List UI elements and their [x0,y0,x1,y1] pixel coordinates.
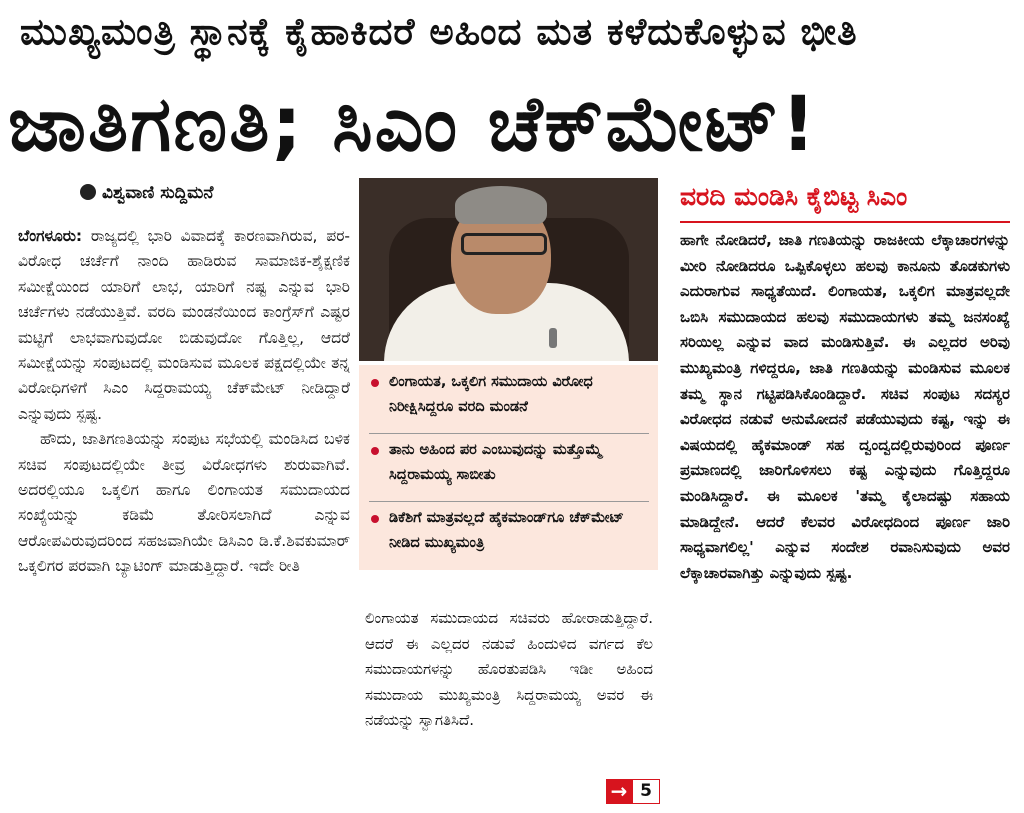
kicker-headline: ಮುಖ್ಯಮಂತ್ರಿ ಸ್ಥಾನಕ್ಕೆ ಕೈಹಾಕಿದರೆ ಅಹಿಂದ ಮತ ಕಳೆದುಕೊಳ್ಳುವ ಭೀತಿ [20,10,858,53]
paragraph-2: ಹೌದು, ಜಾತಿಗಣತಿಯನ್ನು ಸಂಪುಟ ಸಭೆಯಲ್ಲಿ ಮಂಡಿಸಿದ ಬಳಿಕ ಸಚಿವ ಸಂಪುಟದಲ್ಲಿಯೇ ತೀವ್ರ ವಿರೋಧಗಳು ಶುರುವಾಗಿವೆ. ಅದರಲ್ಲಿಯೂ ಒಕ್ಕಲಿಗ ಹಾಗೂ ಲಿಂಗಾಯತ ಸಮುದಾಯದ ಸಂಖ್ಯೆಯನ್ನು ಕಡಿಮೆ ತೋರಿಸಲಾಗಿದೆ ಎನ್ನುವ ಆರೋಪವಿರುವುದರಿಂದ ಸಹಜವಾಗಿಯೇ ಡಿಸಿಎಂ ಡಿ.ಕೆ.ಶಿವಕುಮಾರ್ ಒಕ್ಕಲಿಗರ ಪರವಾಗಿ ಬ್ಯಾಟಿಂಗ್ ಮಾಡುತ್ತಿದ್ದಾರೆ. ಇದೇ ರೀತಿ [18,430,350,576]
continued-page-ref [606,779,660,804]
main-headline: ಜಾತಿಗಣತಿ; ಸಿಎಂ ಚೆಕ್‌ಮೇಟ್! [8,79,818,168]
arrow-right-icon: → [606,779,632,804]
article-photo [359,178,658,361]
sidebar-heading: ವರದಿ ಮಂಡಿಸಿ ಕೈಬಿಟ್ಟ ಸಿಎಂ [680,182,908,211]
bullet-dot-icon [371,515,379,523]
paragraph-1 [18,224,350,427]
highlight-item: ತಾನು ಅಹಿಂದ ಪರ ಎಂಬುವುದನ್ನು ಮತ್ತೊಮ್ಮೆ ಸಿದ್ದರಾಮಯ್ಯ ಸಾಬೀತು [367,438,652,498]
bullet-dot-icon [371,447,379,455]
highlight-item: ಡಿಕೆಶಿಗೆ ಮಾತ್ರವಲ್ಲದೆ ಹೈಕಮಾಂಡ್‌ಗೂ ಚೆಕ್‌ಮೇಟ್ ನೀಡಿದ ಮುಖ್ಯಮಂತ್ರಿ [367,506,652,566]
byline [80,183,350,207]
bullet-dot-icon [371,379,379,387]
highlight-item: ಲಿಂಗಾಯತ, ಒಕ್ಕಲಿಗ ಸಮುದಾಯ ವಿರೋಧ ನಿರೀಕ್ಷಿಸಿದ್ದರೂ ವರದಿ ಮಂಡನೆ [367,370,652,430]
dateline: ಬೆಂಗಳೂರು: [18,227,83,245]
divider [369,501,649,502]
divider [369,433,649,434]
article-column-1 [18,224,350,799]
highlights-box [359,365,658,570]
byline-text: ವಿಶ್ವವಾಣಿ ಸುದ್ದಿಮನೆ [102,183,214,203]
article-column-2: ಲಿಂಗಾಯತ ಸಮುದಾಯದ ಸಚಿವರು ಹೋರಾಡುತ್ತಿದ್ದಾರೆ. ಆದರೆ ಈ ಎಲ್ಲದರ ನಡುವೆ ಹಿಂದುಳಿದ ವರ್ಗದ ಕೆಲ ಸಮುದಾಯಗಳನ್ನು ಹೊರತುಪಡಿಸಿ ಇಡೀ ಅಹಿಂದ ಸಮುದಾಯ ಮುಖ್ಯಮಂತ್ರಿ ಸಿದ್ದರಾಮಯ್ಯ ಅವರ ಈ ನಡೆಯನ್ನು ಸ್ವಾಗತಿಸಿದೆ. [365,609,653,729]
page-number: 5 [632,779,660,804]
sidebar-rule [680,221,1010,223]
paragraph-1-text: ರಾಜ್ಯದಲ್ಲಿ ಭಾರಿ ವಿವಾದಕ್ಕೆ ಕಾರಣವಾಗಿರುವ, ಪರ-ವಿರೋಧ ಚರ್ಚೆಗೆ ನಾಂದಿ ಹಾಡಿರುವ ಸಾಮಾಜಿಕ-ಶೈಕ್ಷಣಿಕ ಸಮೀಕ್ಷೆಯಿಂದ ಯಾರಿಗೆ ಲಾಭ, ಯಾರಿಗೆ ನಷ್ಟ ಎನ್ನುವ ಭಾರಿ ಚರ್ಚೆಗಳು ನಡೆಯುತ್ತಿವೆ. ವರದಿ ಮಂಡನೆಯಿಂದ ಕಾಂಗ್ರೆಸ್‌ಗೆ ಎಷ್ಟರ ಮಟ್ಟಿಗೆ ಲಾಭವಾಗುವುದೋ ಬಿಡುವುದೋ ಗೊತ್ತಿಲ್ಲ, ಆದರೆ ಸಮೀಕ್ಷೆಯನ್ನು ಸಂಪುಟದಲ್ಲಿ ಮಂಡಿಸುವ ಮೂಲಕ ಪಕ್ಷದಲ್ಲಿಯೇ ತನ್ನ ವಿರೋಧಿಗಳಿಗೆ ಸಿಎಂ ಸಿದ್ದರಾಮಯ್ಯ ಚೆಕ್‌ಮೇಟ್ ನೀಡಿದ್ದಾರೆ ಎನ್ನುವುದು ಸ್ಪಷ್ಟ. [18,227,350,423]
sidebar-body: ಹಾಗೇ ನೋಡಿದರೆ, ಜಾತಿ ಗಣತಿಯನ್ನು ರಾಜಕೀಯ ಲೆಕ್ಕಾಚಾರಗಳನ್ನು ಮೀರಿ ನೋಡಿದರೂ ಒಪ್ಪಿಕೊಳ್ಳಲು ಹಲವು ಕಾನೂನು ತೊಡಕುಗಳು ಎದುರಾಗುವ ಸಾಧ್ಯತೆಯಿದೆ. ಲಿಂಗಾಯತ, ಒಕ್ಕಲಿಗ ಮಾತ್ರವಲ್ಲದೇ ಒಬಿಸಿ ಸಮುದಾಯದ ಹಲವು ಸಮುದಾಯಗಳು ತಮ್ಮ ಜನಸಂಖ್ಯೆ ಸರಿಯಿಲ್ಲ ಎನ್ನುವ ವಾದ ಮಂಡಿಸುತ್ತಿವೆ. ಈ ಎಲ್ಲದರ ಅರಿವು ಮುಖ್ಯಮಂತ್ರಿ ಗಳಿದ್ದರೂ, ಜಾತಿ ಗಣತಿಯನ್ನು ಮಂಡಿಸುವ ಮೂಲಕ ತಮ್ಮ ಸ್ಥಾನ ಗಟ್ಟಿಪಡಿಸಿಕೊಂಡಿದ್ದಾರೆ. ಸಚಿವ ಸಂಪುಟ ಸದಸ್ಯರ ವಿರೋಧದ ನಡುವೆ ಅನುಮೋದನೆ ಪಡೆಯುವುದು ಕಷ್ಟ, ಇನ್ನು ಈ ವಿಷಯದಲ್ಲಿ ಹೈಕಮಾಂಡ್ ಸಹ ದ್ವಂದ್ವದಲ್ಲಿರುವುರಿಂದ ಪೂರ್ಣ ಪ್ರಮಾಣದಲ್ಲಿ ಜಾರಿಗೊಳಿಸಲು ಕಷ್ಟ ಎನ್ನುವುದು ಗೊತ್ತಿದ್ದರೂ ಮಂಡಿಸಿದ್ದಾರೆ. ಈ ಮೂಲಕ 'ತಮ್ಮ ಕೈಲಾದಷ್ಟು ಸಹಾಯ ಮಾಡಿದ್ದೇನೆ. ಆದರೆ ಕೆಲವರ ವಿರೋಧದಿಂದ ಪೂರ್ಣ ಜಾರಿ ಸಾಧ್ಯವಾಗಲಿಲ್ಲ' ಎನ್ನುವ ಸಂದೇಶ ರವಾನಿಸುವುದು ಅವರ ಲೆಕ್ಕಾಚಾರವಾಗಿತ್ತು ಎನ್ನುವುದು ಸ್ಪಷ್ಟ. [680,231,1010,582]
byline-icon [80,184,96,200]
